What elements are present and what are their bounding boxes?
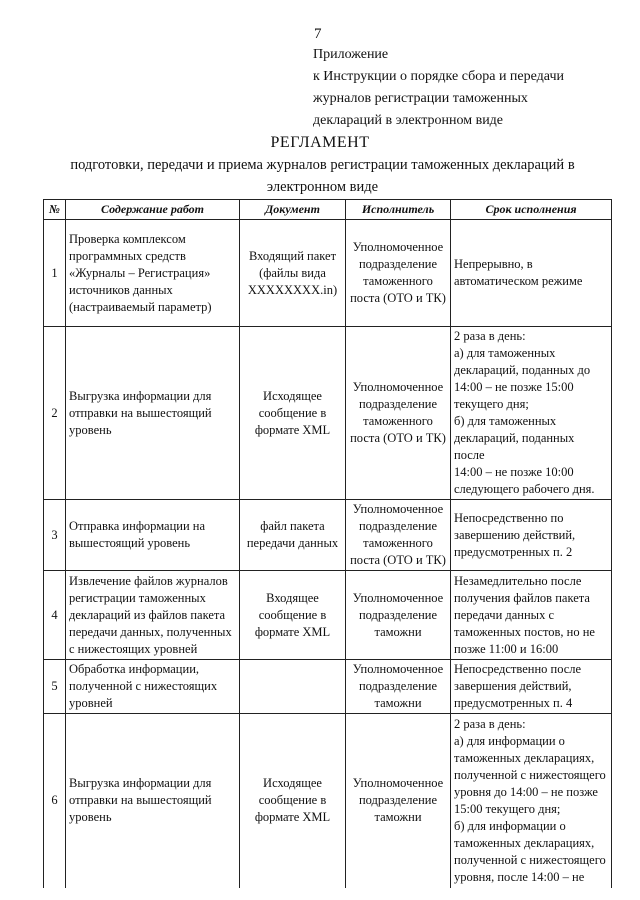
cell-line: передачи данных с — [454, 607, 554, 622]
cell-line: Непосредственно после — [454, 662, 582, 676]
cell-line: завершению действий, — [454, 527, 576, 542]
cell-line: Уполномоченное — [352, 502, 444, 516]
cell-line: таможни — [374, 624, 422, 639]
cell-line: завершения действий, — [454, 679, 572, 693]
cell-line: (настраиваемый параметр) — [69, 299, 212, 314]
cell-line: а) для информации о — [454, 733, 565, 748]
cell-line: Уполномоченное — [352, 776, 444, 791]
appendix-note — [313, 44, 623, 132]
cell-line: уровня до 14:00 – не позже — [454, 784, 598, 799]
cell-line: 14:00 – не позже 10:00 — [454, 465, 574, 479]
work-description — [66, 327, 240, 500]
cell-line: Извлечение файлов журналов — [69, 573, 228, 588]
executor-cell — [346, 571, 451, 660]
table-row — [44, 327, 612, 500]
cell-line: Уполномоченное — [352, 662, 444, 676]
cell-line: «Журналы – Регистрация» — [69, 265, 211, 280]
cell-line: 2 раза в день: — [454, 329, 526, 343]
cell-line: передачи данных — [246, 536, 339, 550]
cell-line: формате XML — [254, 810, 331, 825]
cell-line: полученной с нижестоящих — [69, 679, 218, 693]
cell-line: (файлы вида — [259, 265, 326, 280]
cell-line: уровень — [69, 810, 112, 825]
appendix-line: к Инструкции о порядке сбора и передачи — [313, 69, 564, 84]
executor-cell — [346, 714, 451, 888]
cell-line: Непосредственно по — [454, 510, 564, 525]
cell-line: файл пакета — [260, 519, 325, 533]
cell-line: Выгрузка информации для — [69, 388, 212, 403]
cell-line: сообщение в — [258, 607, 327, 622]
header-deadline: Срок исполнения — [451, 200, 612, 220]
deadline-cell — [451, 500, 612, 571]
cell-line: сообщение в — [258, 793, 327, 808]
document-title: РЕГЛАМЕНТ — [270, 134, 370, 151]
table-row — [44, 220, 612, 327]
document-cell — [240, 220, 346, 327]
cell-line: б) для таможенных — [454, 414, 557, 428]
cell-line: деклараций, поданных после — [454, 431, 575, 462]
cell-line: вышестоящий уровень — [69, 536, 191, 550]
executor-cell — [346, 660, 451, 714]
cell-line: Проверка комплексом — [69, 231, 186, 246]
cell-line: регистрации таможенных — [69, 590, 206, 605]
deadline-cell — [451, 327, 612, 500]
cell-line: таможенного — [363, 414, 433, 428]
row-number: 3 — [44, 500, 66, 571]
work-description — [66, 714, 240, 888]
page-number: 7 — [314, 26, 322, 42]
cell-line: поста (ОТО и ТК) — [350, 431, 446, 445]
cell-line: подразделение — [358, 793, 438, 808]
cell-line: таможни — [374, 696, 422, 710]
cell-line: формате XML — [254, 422, 331, 437]
cell-line: 14:00 – не позже 15:00 — [454, 380, 574, 394]
row-number: 6 — [44, 714, 66, 888]
cell-line: Входящее — [266, 590, 319, 605]
executor-cell — [346, 500, 451, 571]
cell-line: таможенных декларациях, — [454, 750, 595, 765]
cell-line: уровней — [69, 696, 113, 710]
cell-line: с нижестоящих уровней — [69, 641, 198, 656]
deadline-cell — [451, 220, 612, 327]
cell-line: поста (ОТО и ТК) — [350, 553, 446, 567]
appendix-line: Приложение — [313, 47, 389, 62]
cell-line: сообщение в — [258, 405, 327, 420]
row-number: 5 — [44, 660, 66, 714]
cell-line: получения файлов пакета — [454, 590, 590, 605]
work-description — [66, 500, 240, 571]
table-body — [44, 220, 612, 888]
header-executor: Исполнитель — [346, 200, 451, 220]
cell-line: таможни — [374, 810, 422, 825]
cell-line: а) для таможенных — [454, 346, 556, 360]
table-row — [44, 500, 612, 571]
row-number: 2 — [44, 327, 66, 500]
cell-line: отправки на вышестоящий — [69, 405, 212, 420]
subtitle-line: подготовки, передачи и приема журналов регистрации таможенных деклараций в — [70, 157, 575, 173]
document-subtitle — [50, 154, 595, 198]
cell-line: Уполномоченное — [352, 590, 444, 605]
cell-line: отправки на вышестоящий — [69, 793, 212, 808]
cell-line: поста (ОТО и ТК) — [350, 291, 446, 305]
cell-line: предусмотренных п. 4 — [454, 696, 573, 710]
cell-line: 15:00 текущего дня; — [454, 801, 561, 816]
cell-line: таможенного — [363, 536, 433, 550]
cell-line: Входящий пакет — [248, 248, 337, 263]
work-description — [66, 571, 240, 660]
cell-line: XXXXXXXX.in) — [247, 282, 338, 297]
cell-line: программных средств — [69, 248, 186, 263]
header-work: Содержание работ — [66, 200, 240, 220]
deadline-cell — [451, 660, 612, 714]
cell-line: подразделение — [358, 257, 438, 271]
cell-line: предусмотренных п. 2 — [454, 544, 573, 559]
cell-line: Отправка информации на — [69, 519, 206, 533]
cell-line: позже 11:00 и 16:00 — [454, 641, 559, 656]
cell-line: Исходящее — [263, 388, 322, 403]
executor-cell — [346, 327, 451, 500]
document-cell — [240, 571, 346, 660]
header-num: № — [44, 200, 66, 220]
table-row — [44, 571, 612, 660]
cell-line: б) для информации о — [454, 818, 566, 833]
cell-line: следующего рабочего дня. — [454, 482, 595, 496]
cell-line: деклараций из файлов пакета — [69, 607, 226, 622]
cell-line: автоматическом режиме — [454, 274, 583, 288]
cell-line: полученной с нижестоящего — [454, 852, 606, 867]
table-row — [44, 714, 612, 888]
header-document: Документ — [240, 200, 346, 220]
cell-line: Выгрузка информации для — [69, 776, 212, 791]
cell-line: подразделение — [358, 679, 438, 693]
cell-line: Обработка информации, — [69, 662, 200, 676]
cell-line: таможенных декларациях, — [454, 835, 595, 850]
cell-line: подразделение — [358, 519, 438, 533]
executor-cell — [346, 220, 451, 327]
cell-line: уровня, после 14:00 – не — [454, 869, 585, 884]
cell-line: Незамедлительно после — [454, 573, 582, 588]
cell-line: подразделение — [358, 607, 438, 622]
cell-line: 2 раза в день: — [454, 716, 526, 731]
cell-line: Непрерывно, в — [454, 257, 533, 271]
appendix-line: журналов регистрации таможенных — [313, 91, 528, 106]
cell-line: Уполномоченное — [352, 380, 444, 394]
cell-line: деклараций, поданных до — [454, 363, 591, 377]
cell-line: подразделение — [358, 397, 438, 411]
regulation-table — [43, 199, 612, 888]
cell-line: уровень — [69, 422, 112, 437]
cell-line: источников данных — [69, 282, 173, 297]
cell-line: формате XML — [254, 624, 331, 639]
cell-line: таможенного — [363, 274, 433, 288]
work-description — [66, 660, 240, 714]
row-number: 4 — [44, 571, 66, 660]
deadline-cell — [451, 571, 612, 660]
table-header-row — [44, 200, 612, 220]
table-row — [44, 660, 612, 714]
cell-line: таможенных постов, но не — [454, 624, 595, 639]
cell-line: текущего дня; — [454, 397, 529, 411]
document-cell — [240, 500, 346, 571]
document-cell — [240, 327, 346, 500]
subtitle-line: электронном виде — [266, 179, 379, 195]
appendix-line: деклараций в электронном виде — [313, 113, 504, 128]
cell-line: полученной с нижестоящего — [454, 767, 606, 782]
cell-line: Исходящее — [263, 776, 322, 791]
work-description — [66, 220, 240, 327]
cell-line: передачи данных, полученных — [69, 624, 232, 639]
document-cell — [240, 714, 346, 888]
cell-line: Уполномоченное — [352, 240, 444, 254]
document-cell — [240, 660, 346, 714]
row-number: 1 — [44, 220, 66, 327]
deadline-cell — [451, 714, 612, 888]
